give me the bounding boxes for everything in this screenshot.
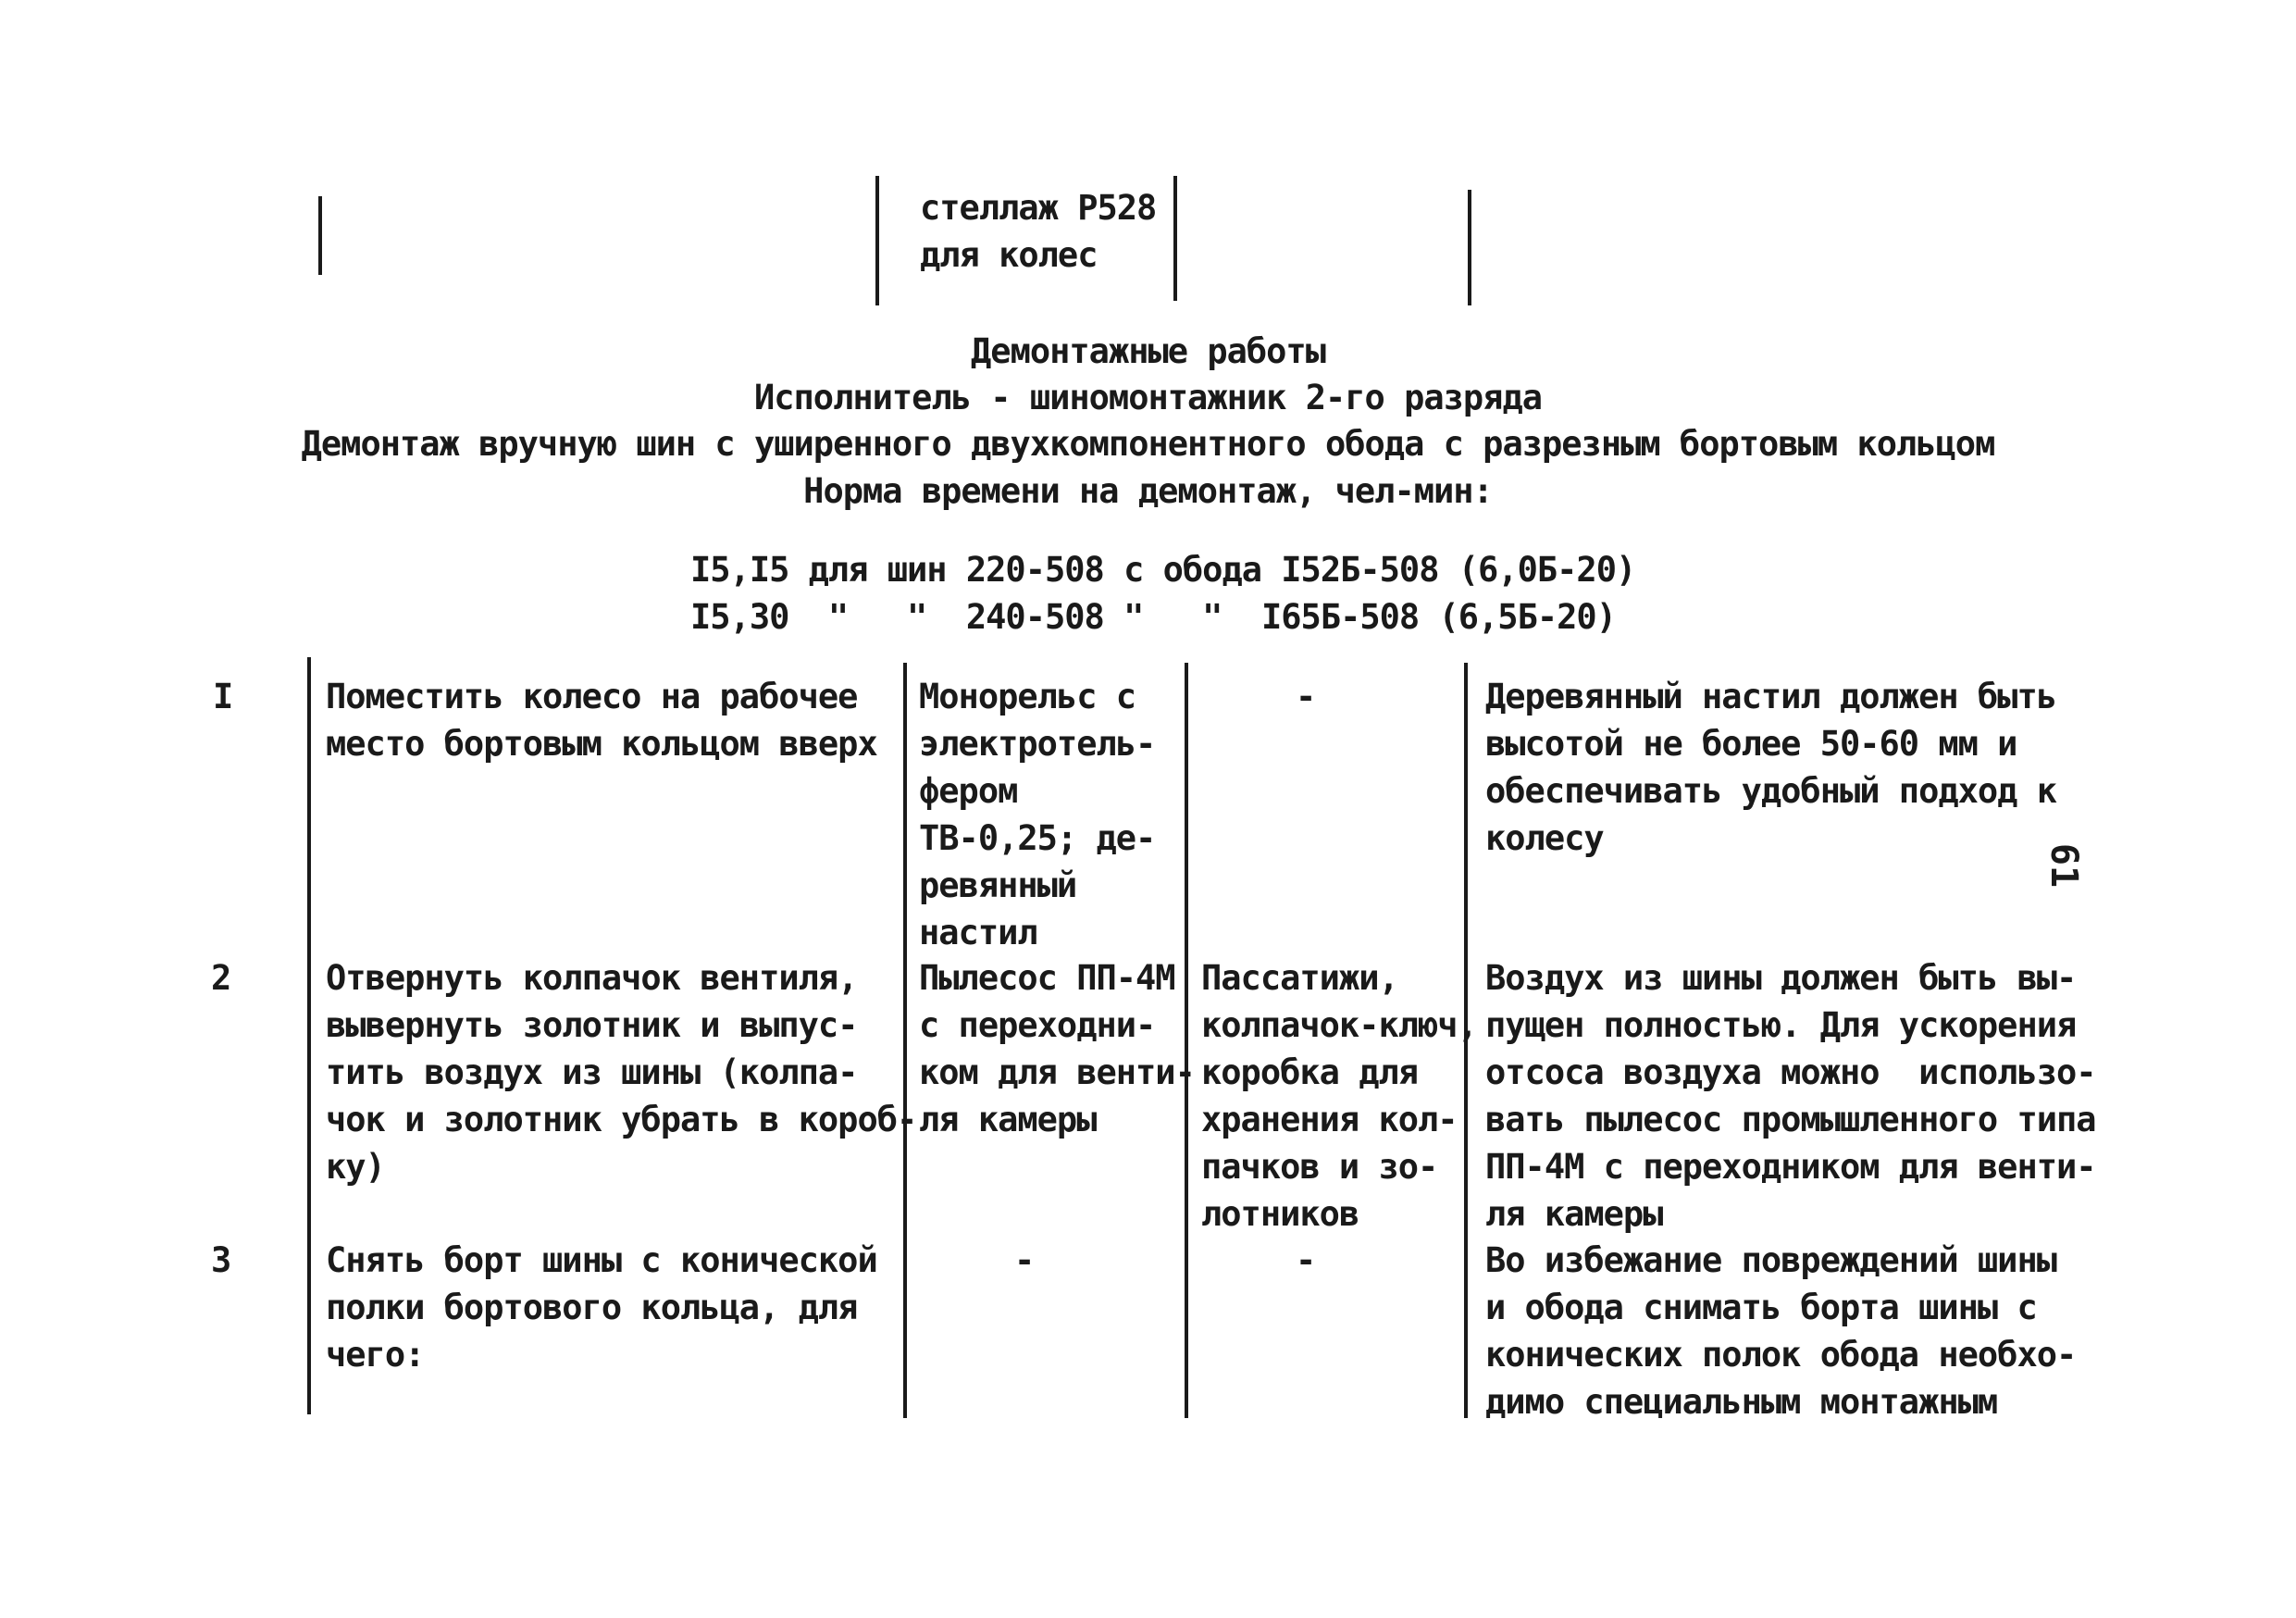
row-3-number: 3 bbox=[211, 1240, 231, 1280]
row-1-tools: - bbox=[1296, 677, 1316, 716]
heading-work-type: Демонтажные работы bbox=[971, 331, 1325, 371]
row-2-equipment: Пылесос ПП-4М с переходни- ком для венти- ля камеры bbox=[919, 958, 1195, 1139]
norm-row-2: I5,30 " " 240-508 " " I65Б-508 (6,5Б-20) bbox=[690, 597, 1616, 637]
row-3-equipment: - bbox=[1014, 1240, 1035, 1280]
top-box-line1: стеллаж Р528 bbox=[920, 188, 1157, 228]
heading-performer: Исполнитель - шиномонтажник 2-го разряда bbox=[753, 378, 1543, 417]
row-1-action: Поместить колесо на рабочее место бортовым кольцом вверх bbox=[326, 677, 877, 764]
row-3-tools: - bbox=[1296, 1240, 1316, 1280]
heading-operation: Демонтаж вручную шин с уширенного двухкомпонентного обода с разрезным бортовым кольцом bbox=[301, 424, 1995, 464]
row-2-action: Отвернуть колпачок вентиля, вывернуть золотник и выпус- тить воздух из шины (колпа- чок и золотник убрать в короб- ку) bbox=[326, 958, 917, 1187]
top-rule-box-right bbox=[1173, 176, 1177, 301]
row-3-action: Снять борт шины с конической полки бортового кольца, для чего: bbox=[326, 1240, 877, 1375]
row-1-equipment: Монорельс с электротель- фером ТВ-0,25; де- ревянный настил bbox=[919, 677, 1156, 952]
row-2-tools: Пассатижи, колпачок-ключ, коробка для хранения кол- пачков и зо- лотников bbox=[1201, 958, 1477, 1234]
top-box-line2: для колес bbox=[920, 235, 1098, 275]
top-rule-left bbox=[318, 196, 322, 275]
row-1-number: I bbox=[213, 677, 233, 716]
row-2-number: 2 bbox=[211, 958, 231, 998]
page-number: 61 bbox=[2042, 842, 2086, 889]
row-2-notes: Воздух из шины должен быть вы- пущен полностью. Для ускорения отсоса воздуха можно использо- вать пылесос промышленного типа ПП-4М с переходником для венти- ля камеры bbox=[1485, 958, 2096, 1234]
row-3-notes: Во избежание повреждений шины и обода снимать борта шины с конических полок обода необхо- димо специальным монтажным bbox=[1485, 1240, 2077, 1422]
row-1-notes: Деревянный настил должен быть высотой не более 50-60 мм и обеспечивать удобный подход к колесу bbox=[1485, 677, 2057, 858]
top-rule-box-left bbox=[875, 176, 879, 305]
heading-time-norm: Норма времени на демонтаж, чел-мин: bbox=[803, 471, 1493, 511]
norm-row-1: I5,I5 для шин 220-508 с обода I52Б-508 (6,0Б-20) bbox=[690, 550, 1636, 590]
top-rule-right bbox=[1468, 190, 1471, 305]
table-rule-1 bbox=[307, 657, 311, 1414]
